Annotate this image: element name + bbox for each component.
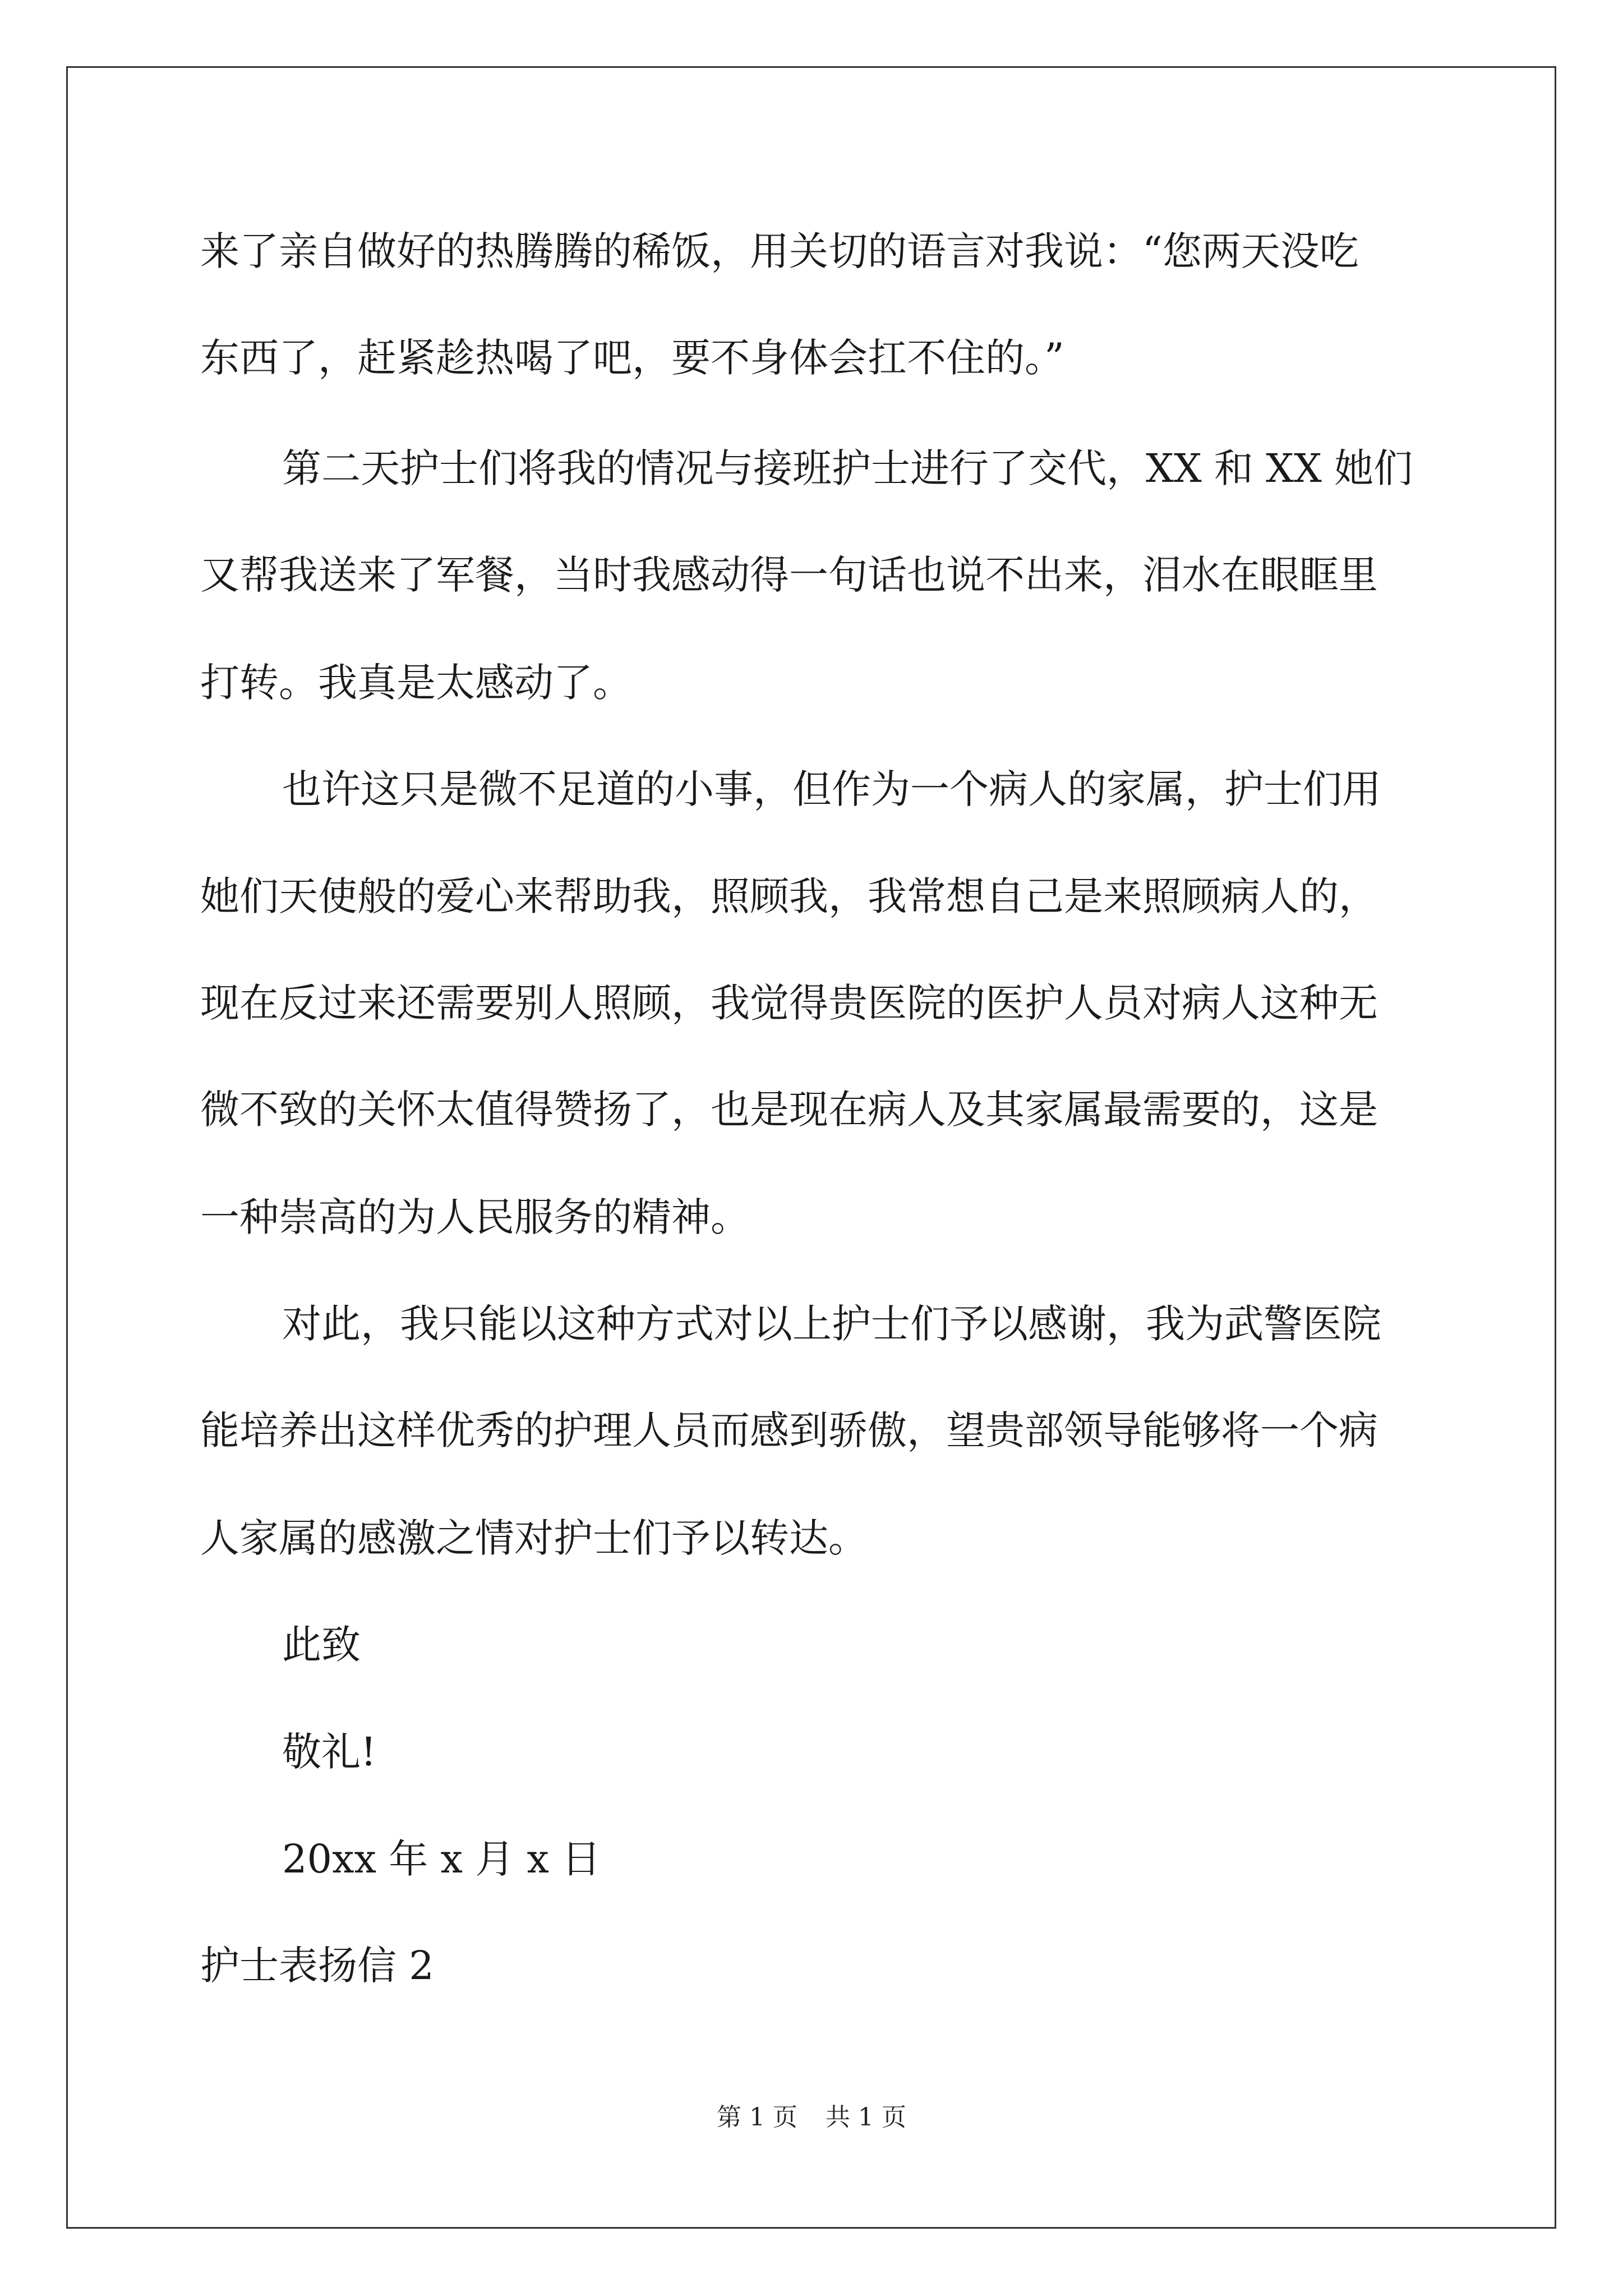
body-line: 来了亲自做好的热腾腾的稀饭，用关切的语言对我说：“您两天没吃 xyxy=(200,228,1359,274)
page-border xyxy=(66,66,1556,2229)
letter-date: 20xx 年 x 月 x 日 xyxy=(282,1836,601,1882)
body-line: 对此，我只能以这种方式对以上护士们予以感谢，我为武警医院 xyxy=(282,1301,1381,1347)
closing-regards: 敬礼! xyxy=(282,1729,377,1775)
section-title: 护士表扬信 2 xyxy=(200,1943,434,1989)
body-line: 微不致的关怀太值得赞扬了，也是现在病人及其家属最需要的，这是 xyxy=(200,1087,1378,1133)
page-footer xyxy=(0,2105,1623,2130)
body-line: 第二天护士们将我的情况与接班护士进行了交代，XX 和 XX 她们 xyxy=(282,445,1413,491)
page-total: 共 1 页 xyxy=(826,2103,906,2132)
closing-salutation: 此致 xyxy=(282,1622,361,1668)
body-line: 又帮我送来了军餐，当时我感动得一句话也说不出来，泪水在眼眶里 xyxy=(200,552,1378,598)
body-line: 能培养出这样优秀的护理人员而感到骄傲，望贵部领导能够将一个病 xyxy=(200,1407,1378,1453)
body-line: 打转。我真是太感动了。 xyxy=(200,660,632,706)
body-line: 人家属的感激之情对护士们予以转达。 xyxy=(200,1515,868,1561)
body-line: 也许这只是微不足道的小事，但作为一个病人的家属，护士们用 xyxy=(282,766,1381,812)
body-line: 她们天使般的爱心来帮助我，照顾我，我常想自己是来照顾病人的， xyxy=(200,873,1378,919)
body-line: 东西了，赶紧趁热喝了吧，要不身体会扛不住的。” xyxy=(200,335,1064,381)
page-number: 第 1 页 xyxy=(717,2103,797,2132)
body-line: 一种崇高的为人民服务的精神。 xyxy=(200,1194,750,1240)
body-line: 现在反过来还需要别人照顾，我觉得贵医院的医护人员对病人这种无 xyxy=(200,980,1378,1026)
